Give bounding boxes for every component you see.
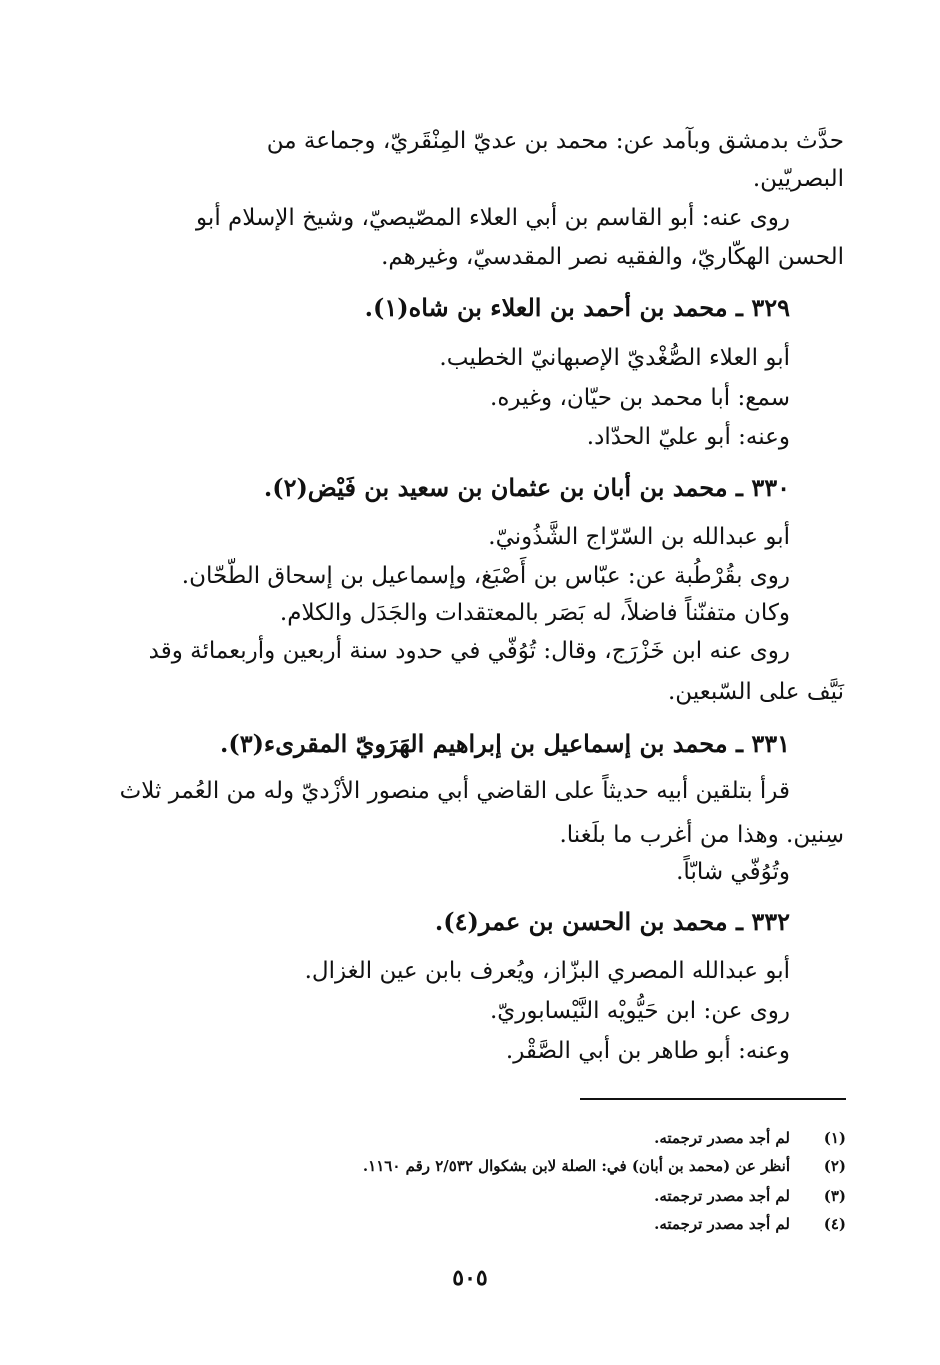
text-line: وكان متفنّناً فاضلاً، له بَصَر بالمعتقدات والجَدَل والكلام.	[279, 600, 790, 626]
footnote-number: (٤)	[823, 1215, 846, 1233]
footnote-number: (٣)	[823, 1187, 846, 1205]
text-line: نَيَّف على السّبعين.	[668, 679, 844, 705]
text-line: حدَّث بدمشق وبآمد عن: محمد بن عديّ المِنْقَريّ، وجماعة من	[266, 128, 844, 154]
text-line: وتُوُفّي شابّاً.	[676, 859, 790, 885]
text-line: روى عنه ابن خَزْرَج، وقال: تُوُفّي في حدود سنة أربعين وأربعمائة وقد	[148, 638, 790, 664]
text-line: قرأ بتلقين أبيه حديثاً على القاضي أبي منصور الأزْديّ وله من العُمر ثلاث	[119, 778, 790, 804]
text-line: سِنين. وهذا من أغرب ما بلَغنا.	[559, 822, 844, 848]
text-line: روى بقُرْطُبة عن: عبّاس بن أَصْبَغ، وإسماعيل بن إسحاق الطّحّان.	[181, 563, 790, 589]
text-line: سمع: أبا محمد بن حيّان، وغيره.	[490, 385, 790, 411]
text-line: البصريّين.	[752, 166, 844, 192]
text-line: روى عنه: أبو القاسم بن أبي العلاء المصّيصيّ، وشيخ الإسلام أبو	[196, 205, 790, 231]
footnote-text: أنظر عن (محمد بن أبان) في: الصلة لابن بشكوال ٢/٥٣٢ رقم ١١٦٠.	[362, 1157, 790, 1175]
entry-heading: ٣٣٠ ـ محمد بن أبان بن عثمان بن سعيد بن فَيْض(٢).	[263, 473, 790, 502]
text-line: أبو عبدالله المصري البزّاز، ويُعرف بابن عين الغزال.	[304, 958, 790, 984]
entry-heading: ٣٢٩ ـ محمد بن أحمد بن العلاء بن شاه(١).	[364, 293, 790, 322]
footnote-number: (١)	[823, 1129, 846, 1147]
text-line: وعنه: أبو عليّ الحدّاد.	[586, 424, 790, 450]
text-line: الحسن الهكّاريّ، والفقيه نصر المقدسيّ، وغيرهم.	[381, 244, 844, 270]
footnote-separator	[580, 1098, 846, 1100]
text-line: وعنه: أبو طاهر بن أبي الصَّقْر.	[505, 1038, 790, 1064]
footnote-number: (٢)	[823, 1157, 846, 1175]
entry-heading: ٣٣١ ـ محمد بن إسماعيل بن إبراهيم الهَرَويّ المقرىء(٣).	[219, 729, 790, 758]
text-line: أبو عبدالله بن السّرّاج الشَّذُونيّ.	[488, 524, 790, 550]
footnote-text: لم أجد مصدر ترجمته.	[654, 1215, 790, 1233]
footnote-text: لم أجد مصدر ترجمته.	[654, 1129, 790, 1147]
page-number: ٥٠٥	[452, 1265, 488, 1291]
text-line: أبو العلاء الصُّغْديّ الإصبهانيّ الخطيب.	[439, 345, 790, 371]
footnote-text: لم أجد مصدر ترجمته.	[654, 1187, 790, 1205]
entry-heading: ٣٣٢ ـ محمد بن الحسن بن عمر(٤).	[434, 907, 790, 936]
text-line: روى عن: ابن حَيُّويْه النَّيْسابوريّ.	[489, 998, 790, 1024]
